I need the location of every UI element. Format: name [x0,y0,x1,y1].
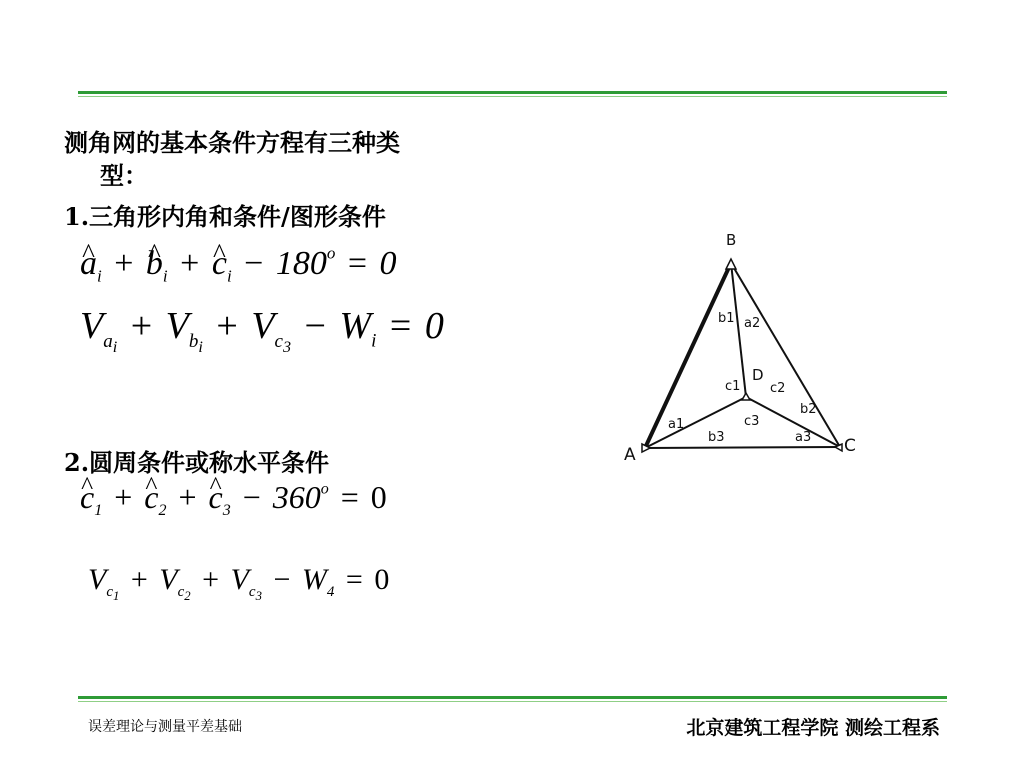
intro-heading: 测角网的基本条件方程有三种类 [64,128,400,157]
bottom-divider [78,696,947,702]
department-name: 北京建筑工程学院 测绘工程系 [686,717,940,739]
angle-label-b1: b1 [718,311,735,326]
triangle-sum-equation: ^ $a_i$ + ^ $b_i$ + ^ $c_i - 180^o = 0$ [80,244,397,284]
vertex-label-A: A [624,445,636,465]
triangle-correction-equation: $V_{a_i} + V_{b_i} + V_{c_3} - W_i = 0$ [80,305,444,356]
vertex-label-D: D [752,366,764,384]
angle-label-b3: b3 [708,430,725,445]
vertex-label-C: C [844,436,856,456]
course-title: 误差理论与测量平差基础 [88,719,242,735]
edge-AB [645,263,731,448]
edge-AC [645,447,840,448]
vertex-D-marker [742,393,750,400]
angle-label-b2: b2 [800,402,817,417]
condition-1-heading: 1.三角形内角和条件/图形条件 [64,202,386,231]
angle-label-c3: c3 [744,414,760,429]
angle-label-c1: c1 [725,379,741,394]
angle-label-a1: a1 [668,417,685,432]
circumference-correction-equation: $V_{c_1} + V_{c_2} + V_{c_3} - W_4 = 0$ [88,563,390,603]
angle-label-c2: c2 [770,381,786,396]
edge-AD [645,397,746,448]
angle-label-a2: a2 [744,316,761,331]
intro-heading-continuation: 型： [100,161,148,190]
angle-label-a3: a3 [795,430,812,445]
circumference-equation: ^ $c_1$ + ^ $c_2$ + ^ $c_3 - 360^o = 0$ [80,477,387,517]
condition-2-heading: 2.圆周条件或称水平条件 [64,448,330,477]
top-divider [78,91,947,97]
triangulation-diagram [620,225,860,500]
vertex-label-B: B [726,231,737,249]
vertex-B-marker [726,259,736,269]
